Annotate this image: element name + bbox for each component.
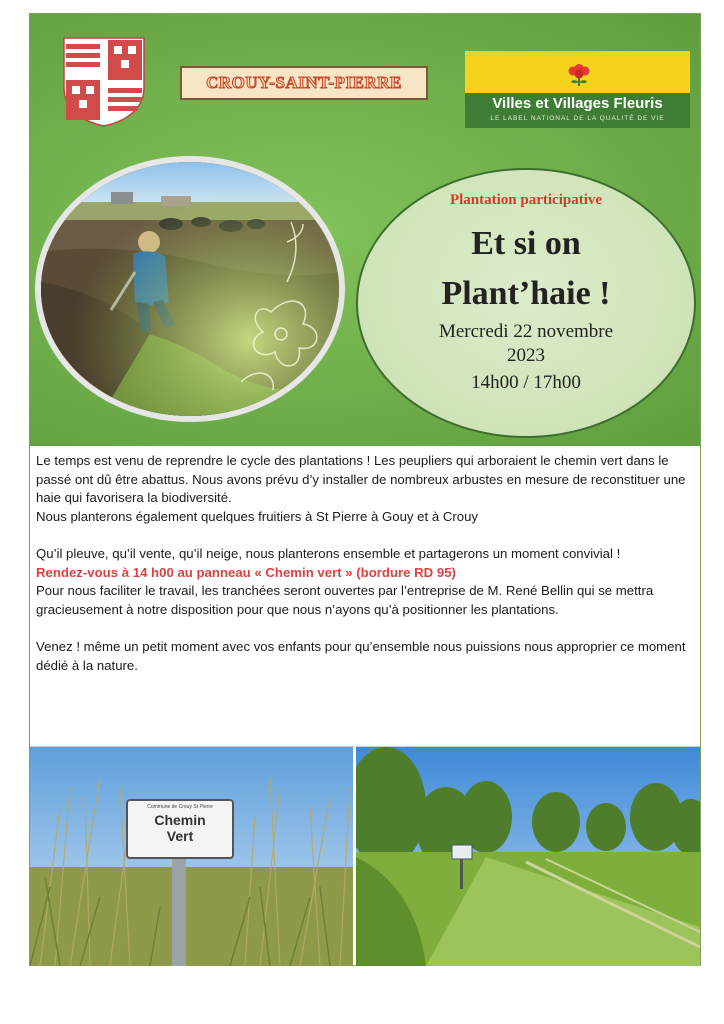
sign-commune: Commune de Crouy St Pierre: [147, 804, 213, 810]
town-name: CROUY-SAINT-PIERRE: [206, 73, 402, 92]
paragraph-2: Qu’il pleuve, qu’il vente, qu’il neige, nous planterons ensemble et partagerons un moment convivial !: [36, 545, 621, 561]
event-date-line2: 2023: [507, 345, 545, 366]
meeting-point-highlight: Rendez-vous à 14 h00 au panneau « Chemin vert » (bordure RD 95): [36, 564, 456, 580]
green-path-illustration: [356, 747, 700, 966]
sign-line1: Chemin: [154, 812, 206, 828]
event-info-oval: [356, 168, 696, 438]
paragraph-3: Venez ! même un petit moment avec vos enfants pour qu’ensemble nous puissions nous approprier ce moment dédié à la nature.: [36, 638, 686, 673]
villes-villages-fleuris-label: [465, 51, 690, 128]
chemin-vert-sign: [126, 799, 234, 859]
paragraph-2b: Pour nous faciliter le travail, les tranchées seront ouvertes par l’entreprise de M. René Bellin qui se mettra gracieusement à notre disposition pour que nous n’ayons qu’à positionner les plantations.: [36, 583, 654, 617]
coat-of-arms-icon: [62, 36, 146, 128]
label-subtitle: LE LABEL NATIONAL DE LA QUALITÉ DE VIE: [490, 115, 665, 122]
chemin-vert-sign-photo: [30, 747, 353, 966]
label-title: Villes et Villages Fleuris: [492, 95, 663, 112]
event-kicker: Plantation participative: [449, 192, 603, 208]
town-name-box: [180, 66, 428, 100]
child-planting-photo: [35, 156, 345, 422]
event-date: [358, 320, 694, 368]
flower-logo-icon: [565, 59, 593, 87]
paragraph-1: Le temps est venu de reprendre le cycle des plantations ! Les peupliers qui arboraient le chemin vert dans le passé ont dû être abattus. Nous avons prévu d’y installer de nombreux arbustes en mesure de reconstituer une haie qui favorisera la biodiversité.: [36, 453, 686, 506]
child-planting-illustration: [41, 162, 339, 416]
event-date-line1: Mercredi 22 novembre: [438, 321, 614, 342]
event-time: 14h00 / 17h00: [471, 372, 581, 393]
event-title-line2: Plant’haie !: [441, 275, 611, 312]
announcement-body: [36, 452, 696, 694]
paragraph-1b: Nous planterons également quelques fruitiers à St Pierre à Gouy et à Crouy: [36, 508, 479, 524]
event-title-line1: Et si on: [471, 225, 581, 262]
bottom-photos: [30, 746, 700, 966]
green-path-photo: [356, 747, 700, 966]
sign-line2: Vert: [166, 828, 194, 844]
